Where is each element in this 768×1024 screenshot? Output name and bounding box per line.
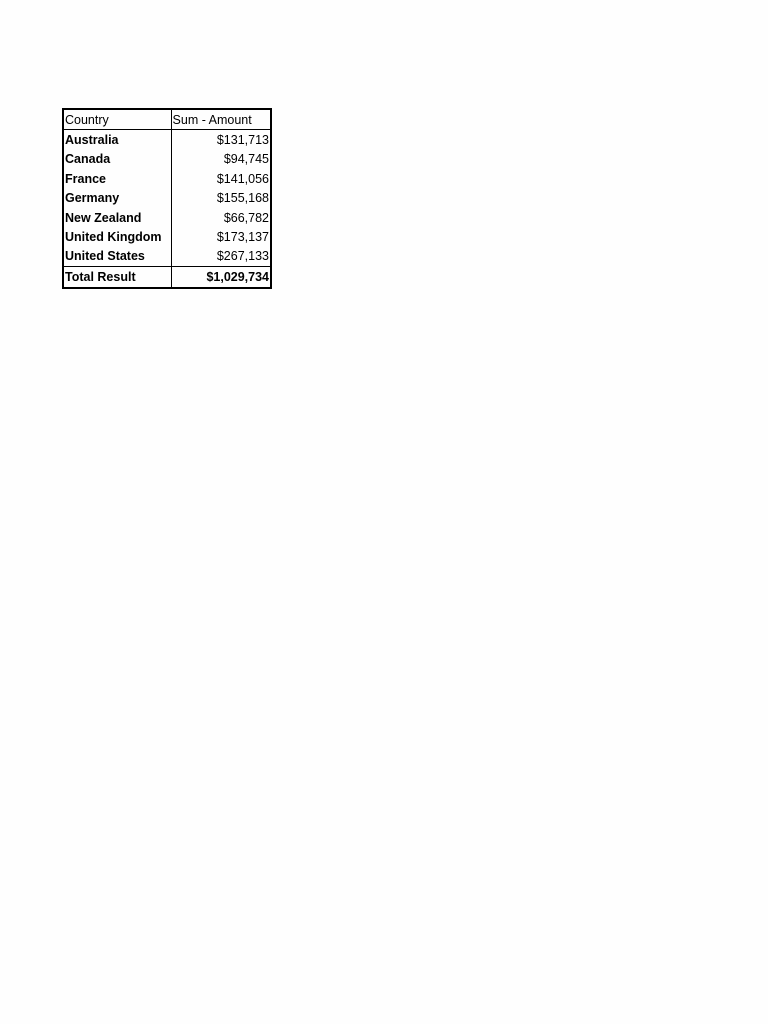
amount-cell: $155,168 — [216, 191, 269, 206]
table-row — [63, 150, 271, 169]
amount-cell: $267,133 — [216, 249, 269, 264]
pivot-table — [62, 108, 272, 289]
total-amount: $1,029,734 — [171, 267, 271, 288]
amount-cell: $66,782 — [223, 210, 269, 225]
table-row — [63, 169, 271, 188]
country-cell: United States — [63, 247, 171, 267]
table-row — [63, 130, 271, 150]
total-row — [63, 267, 271, 288]
amount-cell: $131,713 — [216, 133, 269, 148]
table-row — [63, 247, 271, 267]
amount-cell: $141,056 — [216, 171, 269, 186]
header-row — [63, 109, 271, 130]
country-cell: United Kingdom — [63, 227, 171, 246]
amount-cell: $94,745 — [223, 152, 269, 167]
table-row — [63, 227, 271, 246]
table-row — [63, 208, 271, 227]
column-header-country: Country — [63, 109, 171, 130]
country-cell: New Zealand — [63, 208, 171, 227]
table-row — [63, 189, 271, 208]
country-cell: Australia — [63, 130, 171, 150]
country-cell: France — [63, 169, 171, 188]
country-cell: Canada — [63, 150, 171, 169]
total-label: Total Result — [63, 267, 171, 288]
amount-cell: $173,137 — [216, 230, 269, 245]
country-cell: Germany — [63, 189, 171, 208]
column-header-amount: Sum - Amount — [171, 109, 271, 130]
